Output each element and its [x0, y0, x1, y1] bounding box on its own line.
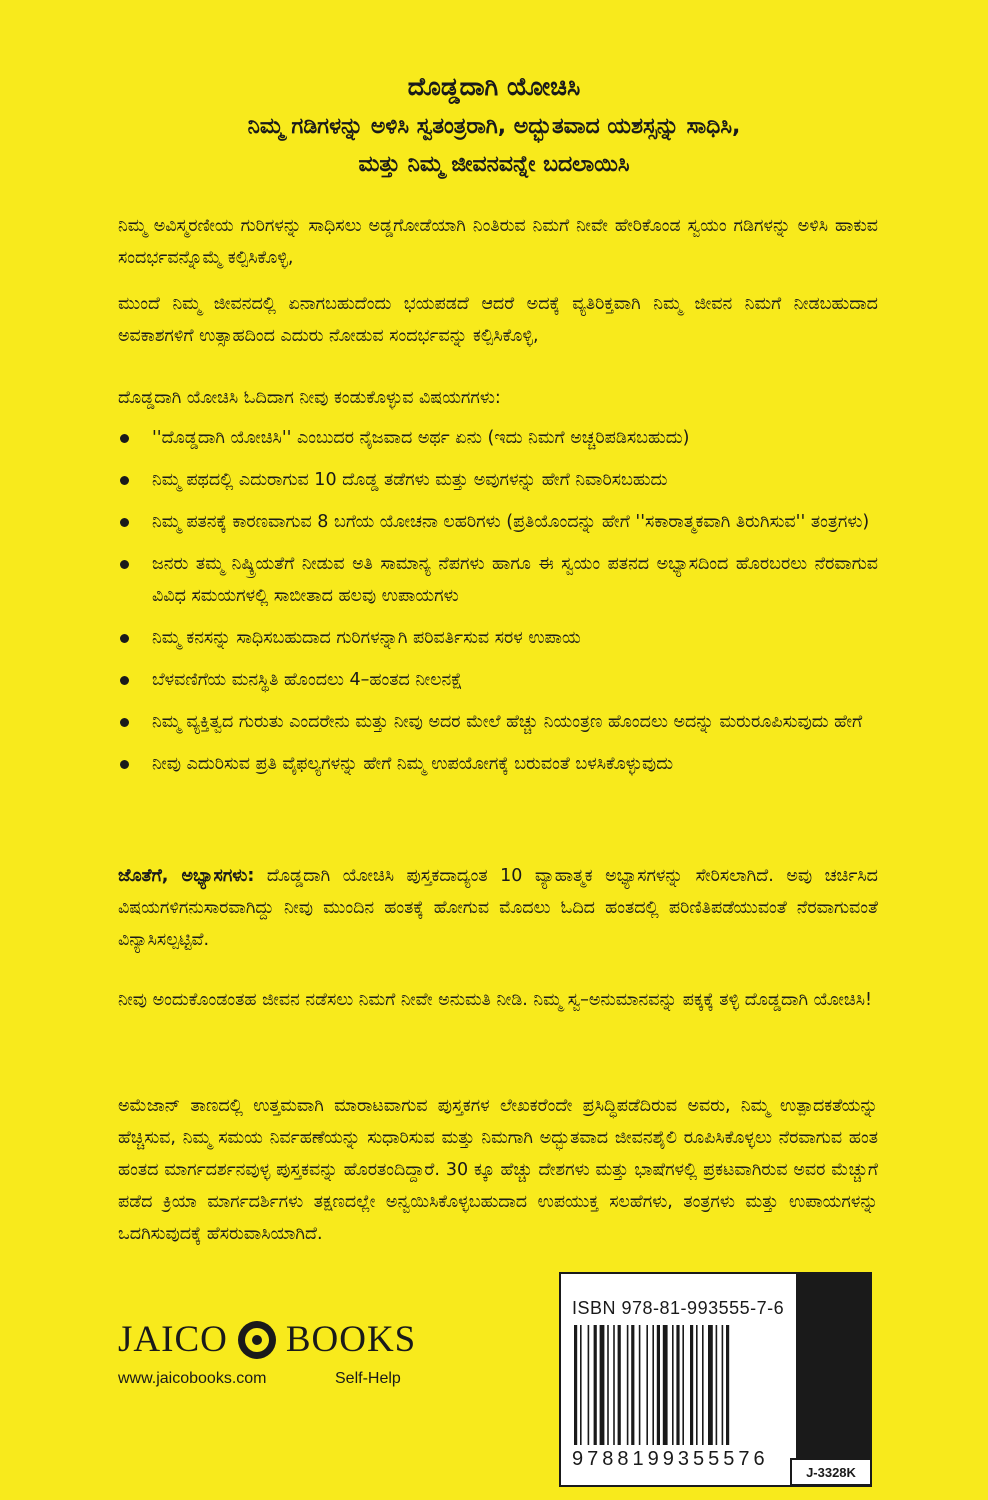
subtitle-line-1: ನಿಮ್ಮ ಗಡಿಗಳನ್ನು ಅಳಿಸಿ ಸ್ವತಂತ್ರರಾಗಿ, ಅದ್ಭುತವಾದ ಯಶಸ್ಸನ್ನು ಸಾಧಿಸಿ, — [247, 114, 741, 139]
list-item: ನಿಮ್ಮ ವ್ಯಕ್ತಿತ್ವದ ಗುರುತು ಎಂದರೇನು ಮತ್ತು ನೀವು ಅದರ ಮೇಲೆ ಹೆಚ್ಚು ನಿಯಂತ್ರಣ ಹೊಂದಲು ಅದನ್ನು ಮರುರೂಪಿಸುವುದು ಹೇಗೆ — [118, 706, 878, 738]
publisher-seal-icon — [238, 1321, 276, 1359]
list-item: ನಿಮ್ಮ ಕನಸನ್ನು ಸಾಧಿಸಬಹುದಾದ ಗುರಿಗಳನ್ನಾಗಿ ಪರಿವರ್ತಿಸುವ ಸರಳ ಉಪಾಯ — [118, 622, 878, 654]
list-item: ನೀವು ಎದುರಿಸುವ ಪ್ರತಿ ವೈಫಲ್ಯಗಳನ್ನು ಹೇಗೆ ನಿಮ್ಮ ಉಪಯೋಗಕ್ಕೆ ಬರುವಂತೆ ಬಳಸಿಕೊಳ್ಳುವುದು — [118, 748, 878, 780]
intro-paragraph-1: ನಿಮ್ಮ ಅವಿಸ್ಮರಣೀಯ ಗುರಿಗಳನ್ನು ಸಾಧಿಸಲು ಅಡ್ಡಗೋಡೆಯಾಗಿ ನಿಂತಿರುವ ನಿಮಗೆ ನೀವೇ ಹೇರಿಕೊಂಡ ಸ್ವಯಂ ಗಡಿಗಳನ್ನು ಅಳಿಸಿ ಹಾಕುವ ಸಂದರ್ಭವನ್ನೊಮ್ಮೆ ಕಲ್ಪಿಸಿಕೊಳ್ಳಿ, — [118, 216, 878, 268]
closing-paragraph: ನೀವು ಅಂದುಕೊಂಡಂತಹ ಜೀವನ ನಡೆಸಲು ನಿಮಗೆ ನೀವೇ ಅನುಮತಿ ನೀಡಿ. ನಿಮ್ಮ ಸ್ವ–ಅನುಮಾನವನ್ನು ಪಕ್ಕಕ್ಕೆ ತಳ್ಳಿ ದೊಡ್ಡದಾಗಿ ಯೋಚಿಸಿ! — [118, 990, 873, 1010]
isbn-label: ISBN 978-81-993555-7-6 — [572, 1298, 785, 1318]
list-item: ''ದೊಡ್ಡದಾಗಿ ಯೋಚಿಸಿ'' ಎಂಬುದರ ನೈಜವಾದ ಅರ್ಥ ಏನು (ಇದು ನಿಮಗೆ ಅಚ್ಚರಿಪಡಿಸಬಹುದು) — [118, 422, 878, 454]
publisher-website: www.jaicobooks.com — [118, 1370, 267, 1387]
exercises-lead: ಜೊತೆಗೆ, ಅಭ್ಯಾಸಗಳು: — [118, 866, 255, 886]
publisher-name-left: JAICO — [118, 1319, 228, 1360]
list-item: ನಿಮ್ಮ ಪಥದಲ್ಲಿ ಎದುರಾಗುವ 10 ದೊಡ್ಡ ತಡೆಗಳು ಮತ್ತು ಅವುಗಳನ್ನು ಹೇಗೆ ನಿವಾರಿಸಬಹುದು — [118, 464, 878, 496]
publisher-name-right: BOOKS — [285, 1319, 417, 1360]
topics-list — [118, 422, 878, 790]
barcode-number: 9788199355576 — [572, 1448, 769, 1470]
exercises-text: ದೊಡ್ಡದಾಗಿ ಯೋಚಿಸಿ ಪುಸ್ತಕದಾದ್ಯಂತ 10 ವ್ಯಾಹಾತ್ಮಕ ಅಭ್ಯಾಸಗಳನ್ನು ಸೇರಿಸಲಾಗಿದೆ. ಅವು ಚರ್ಚಿಸಿದ ವಿಷಯಗಳಿಗನುಸಾರವಾಗಿದ್ದು ನೀವು ಮುಂದಿನ ಹಂತಕ್ಕೆ ಹೋಗುವ ಮೊದಲು ಓದಿದ ಹಂತದಲ್ಲಿ ಪರಿಣಿತಿಪಡೆಯುವಂತೆ ನೆರವಾಗುವಂತೆ ವಿನ್ಯಾಸಿಸಲ್ಪಟ್ಟಿವೆ. — [118, 866, 878, 950]
list-item: ಜನರು ತಮ್ಮ ನಿಷ್ಕ್ರಿಯತೆಗೆ ನೀಡುವ ಅತಿ ಸಾಮಾನ್ಯ ನೆಪಗಳು ಹಾಗೂ ಈ ಸ್ವಯಂ ಪತನದ ಅಭ್ಯಾಸದಿಂದ ಹೊರಬರಲು ನೆರವಾಗುವ ವಿವಿಧ ಸಮಯಗಳಲ್ಲಿ ಸಾಬೀತಾದ ಹಲವು ಉಪಾಯಗಳು — [118, 548, 878, 612]
product-code: J-3328K — [790, 1458, 872, 1486]
exercises-paragraph — [118, 860, 878, 956]
list-item: ಬೆಳವಣಿಗೆಯ ಮನಸ್ಥಿತಿ ಹೊಂದಲು 4–ಹಂತದ ನೀಲನಕ್ಷೆ — [118, 664, 878, 696]
list-item: ನಿಮ್ಮ ಪತನಕ್ಕೆ ಕಾರಣವಾಗುವ 8 ಬಗೆಯ ಯೋಚನಾ ಲಹರಿಗಳು (ಪ್ರತಿಯೊಂದನ್ನು ಹೇಗೆ ''ಸಕಾರಾತ್ಮಕವಾಗಿ ತಿರುಗಿಸುವ'' ತಂತ್ರಗಳು) — [118, 506, 878, 538]
subtitle-line-2: ಮತ್ತು ನಿಮ್ಮ ಜೀವನವನ್ನೇ ಬದಲಾಯಿಸಿ — [358, 152, 630, 177]
author-paragraph: ಅಮೆಜಾನ್ ತಾಣದಲ್ಲಿ ಉತ್ತಮವಾಗಿ ಮಾರಾಟವಾಗುವ ಪುಸ್ತಕಗಳ ಲೇಖಕರೆಂದೇ ಪ್ರಸಿದ್ಧಿಪಡೆದಿರುವ ಅವರು, ನಿಮ್ಮ ಉತ್ಪಾದಕತೆಯನ್ನು ಹೆಚ್ಚಿಸುವ, ನಿಮ್ಮ ಸಮಯ ನಿರ್ವಹಣೆಯನ್ನು ಸುಧಾರಿಸುವ ಮತ್ತು ನಿಮಗಾಗಿ ಅದ್ಭುತವಾದ ಜೀವನಶೈಲಿ ರೂಪಿಸಿಕೊಳ್ಳಲು ನೆರವಾಗುವ ಹಂತ ಹಂತದ ಮಾರ್ಗದರ್ಶನವುಳ್ಳ ಪುಸ್ತಕವನ್ನು ಹೊರತಂದಿದ್ದಾರೆ. 30 ಕ್ಕೂ ಹೆಚ್ಚು ದೇಶಗಳು ಮತ್ತು ಭಾಷೆಗಳಲ್ಲಿ ಪ್ರಕಟವಾಗಿರುವ ಅವರ ಮೆಚ್ಚುಗೆ ಪಡೆದ ಕ್ರಿಯಾ ಮಾರ್ಗದರ್ಶಿಗಳು ತಕ್ಷಣದಲ್ಲೇ ಅನ್ವಯಿಸಿಕೊಳ್ಳಬಹುದಾದ ಉಪಯುಕ್ತ ಸಲಹೆಗಳು, ತಂತ್ರಗಳು ಮತ್ತು ಉಪಾಯಗಳನ್ನು ಒದಗಿಸುವುದಕ್ಕೆ ಹೆಸರುವಾಸಿಯಾಗಿದೆ. — [118, 1096, 878, 1244]
intro-paragraph-2: ಮುಂದೆ ನಿಮ್ಮ ಜೀವನದಲ್ಲಿ ಏನಾಗಬಹುದೆಂದು ಭಯಪಡದೆ ಆದರೆ ಅದಕ್ಕೆ ವ್ಯತಿರಿಕ್ತವಾಗಿ ನಿಮ್ಮ ಜೀವನ ನಿಮಗೆ ನೀಡಬಹುದಾದ ಅವಕಾಶಗಳಿಗೆ ಉತ್ಸಾಹದಿಂದ ಎದುರು ನೋಡುವ ಸಂದರ್ಭವನ್ನು ಕಲ್ಪಿಸಿಕೊಳ್ಳಿ, — [118, 294, 878, 346]
publisher-logo — [118, 1318, 416, 1361]
book-category: Self-Help — [335, 1370, 401, 1387]
list-intro: ದೊಡ್ಡದಾಗಿ ಯೋಚಿಸಿ ಓದಿದಾಗ ನೀವು ಕಂಡುಕೊಳ್ಳುವ ವಿಷಯಗಗಳು: — [118, 388, 501, 408]
book-title: ದೊಡ್ಡದಾಗಿ ಯೋಚಿಸಿ — [407, 72, 581, 101]
barcode-side-strip — [796, 1272, 872, 1487]
book-subtitle — [60, 108, 928, 184]
barcode-icon — [572, 1325, 787, 1445]
